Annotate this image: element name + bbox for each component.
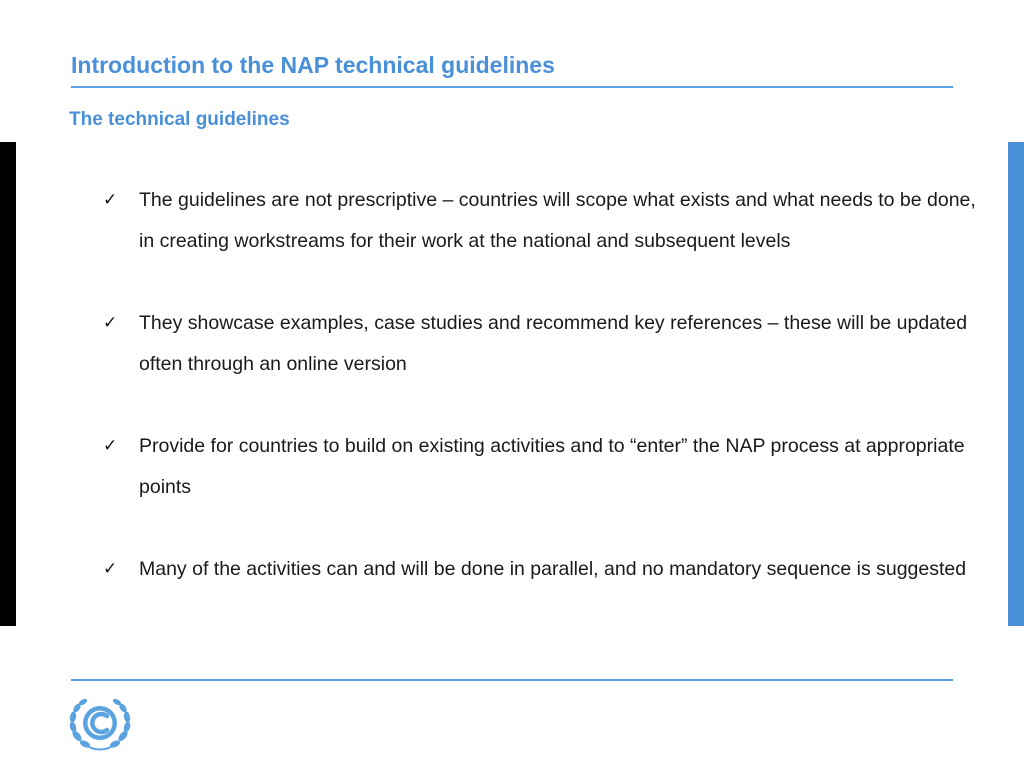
checkmark-icon: ✓ <box>103 190 118 210</box>
unfccc-logo-icon <box>67 696 133 752</box>
slide-subtitle: The technical guidelines <box>69 109 290 130</box>
bullet-item <box>103 426 983 508</box>
bullet-text: Many of the activities can and will be done in parallel, and no mandatory sequence is suggested <box>139 558 967 580</box>
right-side-bar <box>1008 142 1024 626</box>
checkmark-icon: ✓ <box>103 559 118 579</box>
slide-title: Introduction to the NAP technical guidelines <box>71 52 555 78</box>
left-side-bar <box>0 142 16 626</box>
bullet-text: Provide for countries to build on existing activities and to “enter” the NAP process at appropriate points <box>139 435 965 498</box>
bullet-item <box>103 549 983 590</box>
checkmark-icon: ✓ <box>103 436 118 456</box>
checkmark-icon: ✓ <box>103 313 118 333</box>
bullet-item <box>103 180 983 262</box>
bullet-list <box>103 180 983 590</box>
title-divider <box>71 86 953 88</box>
bullet-item <box>103 303 983 385</box>
footer-divider <box>71 679 953 681</box>
bullet-text: They showcase examples, case studies and recommend key references – these will be updated often through an online version <box>139 312 968 375</box>
bullet-text: The guidelines are not prescriptive – countries will scope what exists and what needs to be done, in creating workstreams for their work at the national and subsequent levels <box>139 189 976 252</box>
